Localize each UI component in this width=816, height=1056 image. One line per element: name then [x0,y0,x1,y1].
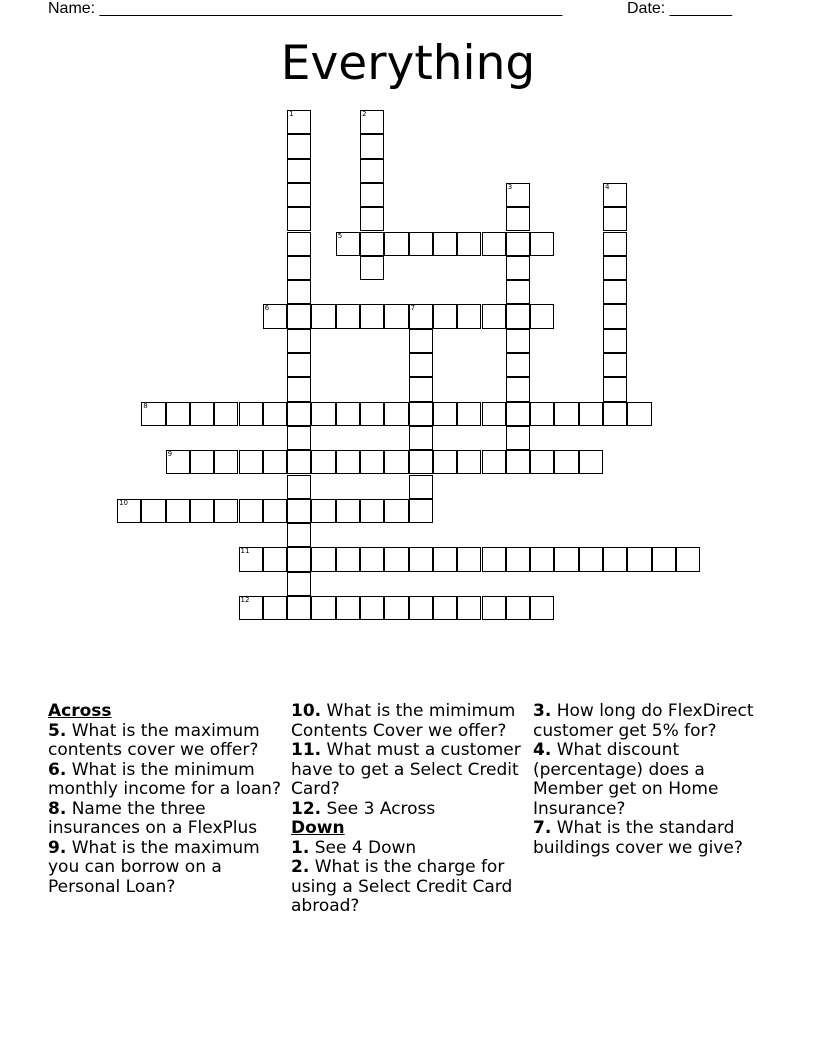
grid-cell[interactable] [409,402,433,426]
grid-cell[interactable] [311,499,335,523]
grid-cell[interactable] [603,207,627,231]
grid-cell[interactable] [287,353,311,377]
grid-cell[interactable] [214,499,238,523]
grid-cell[interactable] [287,232,311,256]
grid-cell[interactable] [239,402,263,426]
grid-cell[interactable] [214,402,238,426]
grid-cell[interactable] [457,304,481,328]
grid-cell[interactable] [360,256,384,280]
grid-cell[interactable] [554,547,578,571]
grid-cell[interactable] [603,304,627,328]
grid-cell[interactable] [360,183,384,207]
grid-cell[interactable] [287,377,311,401]
grid-cell[interactable] [482,304,506,328]
grid-cell[interactable] [360,499,384,523]
grid-cell[interactable] [287,304,311,328]
grid-cell[interactable] [239,499,263,523]
cell-number: 12 [240,596,250,604]
grid-cell[interactable] [409,475,433,499]
grid-cell[interactable] [506,596,530,620]
grid-cell[interactable] [603,232,627,256]
grid-cell[interactable] [336,450,360,474]
clue-number: 6. [48,759,67,780]
grid-cell[interactable] [384,596,408,620]
grid-cell[interactable] [336,499,360,523]
down-heading: Down [291,818,345,838]
grid-cell[interactable] [336,232,360,256]
grid-cell[interactable] [384,402,408,426]
grid-cell[interactable] [579,450,603,474]
grid-cell[interactable] [603,329,627,353]
cell-number: 6 [264,304,270,313]
grid-cell[interactable] [457,402,481,426]
cell-number: 4 [605,182,610,191]
grid-cell[interactable] [263,450,287,474]
grid-cell[interactable] [287,110,311,134]
clue-text: See 4 Down [314,837,417,858]
clue-text: What is the maximum contents cover we offer? [48,720,260,760]
grid-cell[interactable] [336,304,360,328]
grid-cell[interactable] [506,377,530,401]
clue-number: 11. [291,740,322,760]
clue-column-2 [291,702,527,917]
across-heading: Across [48,701,112,721]
grid-cell[interactable] [287,523,311,547]
clue-across-5 [48,722,284,761]
grid-cell[interactable] [384,499,408,523]
grid-cell[interactable] [433,547,457,571]
grid-cell[interactable] [603,353,627,377]
grid-cell[interactable] [530,304,554,328]
grid-cell[interactable] [409,304,433,328]
grid-cell[interactable] [360,159,384,183]
grid-cell[interactable] [530,232,554,256]
grid-cell[interactable] [603,256,627,280]
cell-number: 8 [143,401,148,410]
clue-text: What is the charge for using a Select Credit Card abroad? [291,857,513,916]
grid-cell[interactable] [287,547,311,571]
grid-cell[interactable] [457,232,481,256]
clue-across-12 [291,800,527,820]
clue-across-8 [48,800,284,839]
grid-cell[interactable] [287,426,311,450]
grid-cell[interactable] [239,596,263,620]
grid-cell[interactable] [457,547,481,571]
clue-text: What is the mimimum Contents Cover we offer? [291,701,516,741]
grid-cell[interactable] [433,450,457,474]
grid-cell[interactable] [457,450,481,474]
grid-cell[interactable] [141,402,165,426]
grid-cell[interactable] [287,596,311,620]
date-field-label[interactable]: Date: _______ [627,0,732,17]
grid-cell[interactable] [287,256,311,280]
cell-number: 3 [507,182,513,191]
grid-cell[interactable] [652,547,676,571]
clue-text: See 3 Across [326,798,436,819]
clue-across-9 [48,839,284,898]
grid-cell[interactable] [603,547,627,571]
grid-cell[interactable] [530,547,554,571]
grid-cell[interactable] [336,402,360,426]
grid-cell[interactable] [360,450,384,474]
grid-cell[interactable] [263,402,287,426]
name-field-label[interactable]: Name: ____________________________________________________ [48,0,563,17]
grid-cell[interactable] [433,232,457,256]
cell-number: 7 [410,304,416,313]
clue-number: 10. [291,701,322,721]
grid-cell[interactable] [239,450,263,474]
grid-cell[interactable] [506,547,530,571]
cell-number: 10 [119,498,128,507]
grid-cell[interactable] [384,232,408,256]
clue-text: What must a customer have to get a Select Credit Card? [291,740,521,799]
clue-number: 9. [48,837,67,858]
grid-cell[interactable] [287,134,311,158]
grid-cell[interactable] [287,159,311,183]
grid-cell[interactable] [579,547,603,571]
clue-text: What is the standard buildings cover we give? [533,818,743,858]
cell-number: 5 [337,231,343,240]
grid-cell[interactable] [360,402,384,426]
clue-text: What discount (percentage) does a Member get on Home Insurance? [533,740,719,819]
grid-cell[interactable] [409,596,433,620]
grid-cell[interactable] [360,547,384,571]
grid-cell[interactable] [554,450,578,474]
grid-cell[interactable] [239,547,263,571]
grid-cell[interactable] [311,304,335,328]
grid-cell[interactable] [603,377,627,401]
grid-cell[interactable] [409,547,433,571]
grid-cell[interactable] [506,450,530,474]
cell-number: 1 [289,110,294,118]
grid-cell[interactable] [530,596,554,620]
puzzle-title: Everything [280,36,536,91]
grid-cell[interactable] [336,596,360,620]
grid-cell[interactable] [360,207,384,231]
grid-cell[interactable] [433,402,457,426]
grid-cell[interactable] [263,547,287,571]
grid-cell[interactable] [506,426,530,450]
clue-number: 8. [48,798,67,819]
grid-cell[interactable] [287,475,311,499]
grid-cell[interactable] [506,207,530,231]
grid-cell[interactable] [579,402,603,426]
clue-down-3 [533,702,769,741]
grid-cell[interactable] [506,329,530,353]
grid-cell[interactable] [311,596,335,620]
grid-cell[interactable] [287,572,311,596]
grid-cell[interactable] [676,547,700,571]
grid-cell[interactable] [117,499,141,523]
clue-across-6 [48,761,284,800]
grid-cell[interactable] [166,499,190,523]
grid-cell[interactable] [360,304,384,328]
grid-cell[interactable] [433,304,457,328]
grid-cell[interactable] [190,450,214,474]
grid-cell[interactable] [506,304,530,328]
grid-cell[interactable] [360,134,384,158]
grid-cell[interactable] [166,402,190,426]
grid-cell[interactable] [409,377,433,401]
grid-cell[interactable] [409,426,433,450]
clue-number: 4. [533,740,552,760]
grid-cell[interactable] [287,402,311,426]
grid-cell[interactable] [384,547,408,571]
grid-cell[interactable] [336,547,360,571]
grid-cell[interactable] [482,547,506,571]
grid-cell[interactable] [214,450,238,474]
clue-number: 5. [48,720,67,741]
grid-cell[interactable] [287,280,311,304]
grid-cell[interactable] [409,450,433,474]
clue-text: Name the three insurances on a FlexPlus [48,798,258,838]
grid-cell[interactable] [409,499,433,523]
grid-cell[interactable] [506,232,530,256]
grid-cell[interactable] [506,183,530,207]
grid-cell[interactable] [311,402,335,426]
grid-cell[interactable] [530,402,554,426]
clue-column-1 [48,702,284,897]
grid-cell[interactable] [166,450,190,474]
grid-cell[interactable] [482,450,506,474]
clue-text: What is the minimum monthly income for a loan? [48,759,281,799]
grid-cell[interactable] [287,183,311,207]
grid-cell[interactable] [554,402,578,426]
clue-down-4 [533,741,769,819]
grid-cell[interactable] [409,329,433,353]
grid-cell[interactable] [482,402,506,426]
clue-down-2 [291,858,527,917]
grid-cell[interactable] [603,183,627,207]
grid-cell[interactable] [433,596,457,620]
grid-cell[interactable] [506,256,530,280]
grid-cell[interactable] [627,402,651,426]
grid-cell[interactable] [360,110,384,134]
clue-text: What is the maximum you can borrow on a Personal Loan? [48,837,260,897]
grid-cell[interactable] [384,450,408,474]
clue-down-7 [533,819,769,858]
grid-cell[interactable] [287,499,311,523]
cell-number: 11 [240,547,250,556]
clue-text: How long do FlexDirect customer get 5% for? [533,701,754,741]
grid-cell[interactable] [603,280,627,304]
clue-column-3 [533,702,769,858]
grid-cell[interactable] [506,353,530,377]
grid-cell[interactable] [263,499,287,523]
grid-cell[interactable] [141,499,165,523]
grid-cell[interactable] [287,450,311,474]
clue-number: 3. [533,701,552,721]
clue-number: 12. [291,798,322,819]
clue-across-10 [291,702,527,741]
grid-cell[interactable] [457,596,481,620]
grid-cell[interactable] [506,280,530,304]
grid-cell[interactable] [482,232,506,256]
grid-cell[interactable] [311,547,335,571]
clue-number: 1. [291,837,310,858]
grid-cell[interactable] [482,596,506,620]
clue-number: 7. [533,818,552,838]
grid-cell[interactable] [360,232,384,256]
grid-cell[interactable] [506,402,530,426]
grid-cell[interactable] [311,450,335,474]
grid-cell[interactable] [190,499,214,523]
cell-number: 2 [362,110,367,118]
grid-cell[interactable] [384,304,408,328]
grid-cell[interactable] [603,402,627,426]
grid-cell[interactable] [530,450,554,474]
grid-cell[interactable] [409,353,433,377]
grid-cell[interactable] [627,547,651,571]
clue-down-1 [291,839,527,859]
clue-across-11 [291,741,527,800]
cell-number: 9 [167,450,173,459]
grid-cell[interactable] [409,232,433,256]
grid-cell[interactable] [287,329,311,353]
grid-cell[interactable] [263,304,287,328]
grid-cell[interactable] [190,402,214,426]
grid-cell[interactable] [287,207,311,231]
clue-number: 2. [291,857,310,877]
grid-cell[interactable] [360,596,384,620]
grid-cell[interactable] [263,596,287,620]
